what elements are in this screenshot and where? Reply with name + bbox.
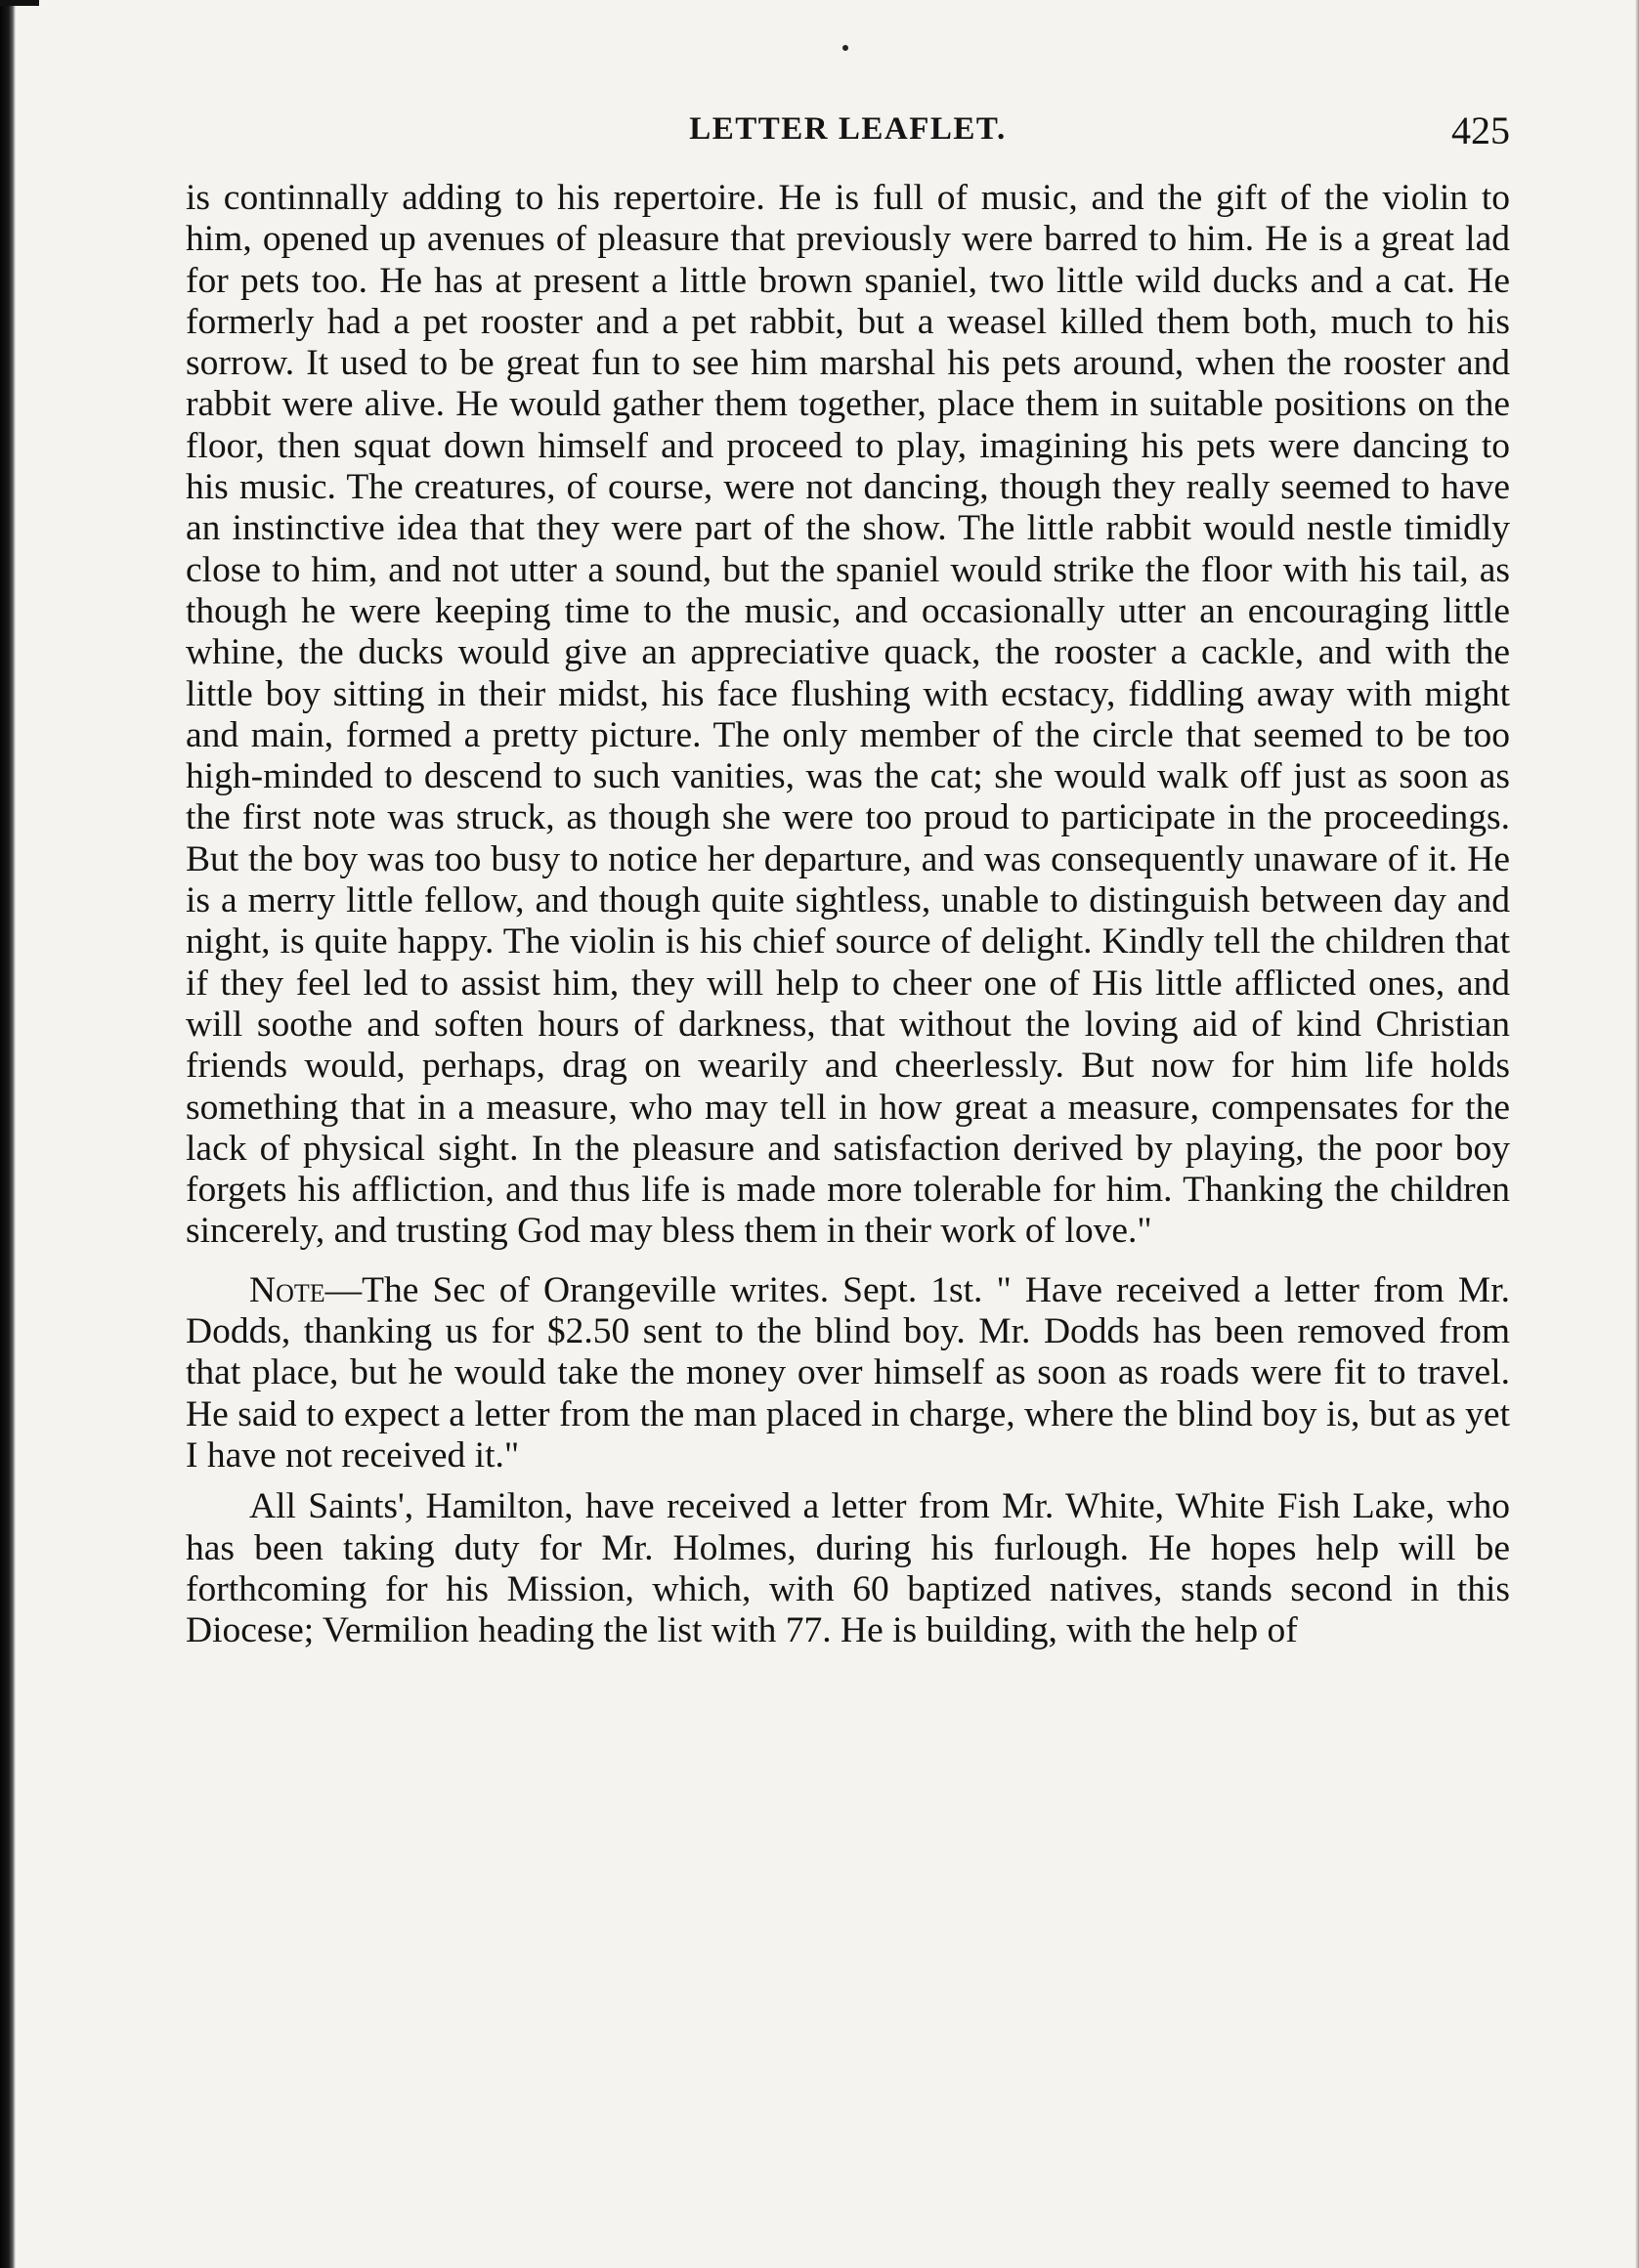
ink-speck [842,45,848,51]
page-right-edge [1635,0,1639,2268]
page-number: 425 [1451,108,1510,152]
page-header [186,107,1510,156]
paragraph-letter-continuation: is continnally adding to his repertoire. He is full of music, and the gift of the violin to him, opened up avenues of pleasure that previously were barred to him. He is a great lad for pets too. He has at present a little brown spaniel, two little wild ducks and a cat. He formerly had a pet rooster and a pet rabbit, but a weasel killed them both, much to his sorrow. It used to be great fun to see him marshal his pets around, when the rooster and rabbit were alive. He would gather them together, place them in suitable positions on the floor, then squat down himself and proceed to play, imagining his pets were dancing to his music. The creatures, of course, were not dancing, though they really seemed to have an instinctive idea that they were part of the show. The little rabbit would nestle timidly close to him, and not utter a sound, but the spaniel would strike the floor with his tail, as though he were keeping time to the music, and occasionally utter an encouraging little whine, the ducks would give an appreciative quack, the rooster a cackle, and with the little boy sitting in their midst, his face flushing with ecstacy, fiddling away with might and main, formed a pretty picture. The only member of the circle that seemed to be too high-minded to descend to such vanities, was the cat; she would walk off just as soon as the first note was struck, as though she were too proud to participate in the proceedings. But the boy was too busy to notice her departure, and was consequently unaware of it. He is a merry little fellow, and though quite sightless, unable to distinguish between day and night, is quite happy. The violin is his chief source of delight. Kindly tell the children that if they feel led to assist him, they will help to cheer one of His little afflicted ones, and will soothe and soften hours of darkness, that without the loving aid of kind Christian friends would, perhaps, drag on wearily and cheerlessly. But now for him life holds something that in a measure, who may tell in how great a measure, compensates for the lack of physical sight. In the pleasure and satisfaction derived by playing, the poor boy forgets his affliction, and thus life is made more tolerable for him. Thanking the children sincerely, and trusting God may bless them in their work of love." [186,178,1510,1252]
note-label: Note [249,1269,325,1310]
spine-top-mark [0,0,39,6]
running-title: LETTER LEAFLET. [689,111,1007,147]
body-text [186,178,1510,1651]
paragraph-note [186,1270,1510,1476]
paragraph-all-saints: All Saints', Hamilton, have received a letter from Mr. White, White Fish Lake, who has been taking duty for Mr. Holmes, during his furlough. He hopes help will be forthcoming for his Mission, which, with 60 baptized natives, stands second in this Diocese; Vermilion heading the list with 77. He is building, with the help of [186,1486,1510,1651]
book-spine-shadow [0,0,16,2268]
note-text: —The Sec of Orangeville writes. Sept. 1st. " Have received a letter from Mr. Dodds, thanking us for $2.50 sent to the blind boy. Mr. Dodds has been removed from that place, but he would take the money over himself as soon as roads were fit to travel. He said to expect a letter from the man placed in charge, where the blind boy is, but as yet I have not received it." [186,1269,1510,1476]
